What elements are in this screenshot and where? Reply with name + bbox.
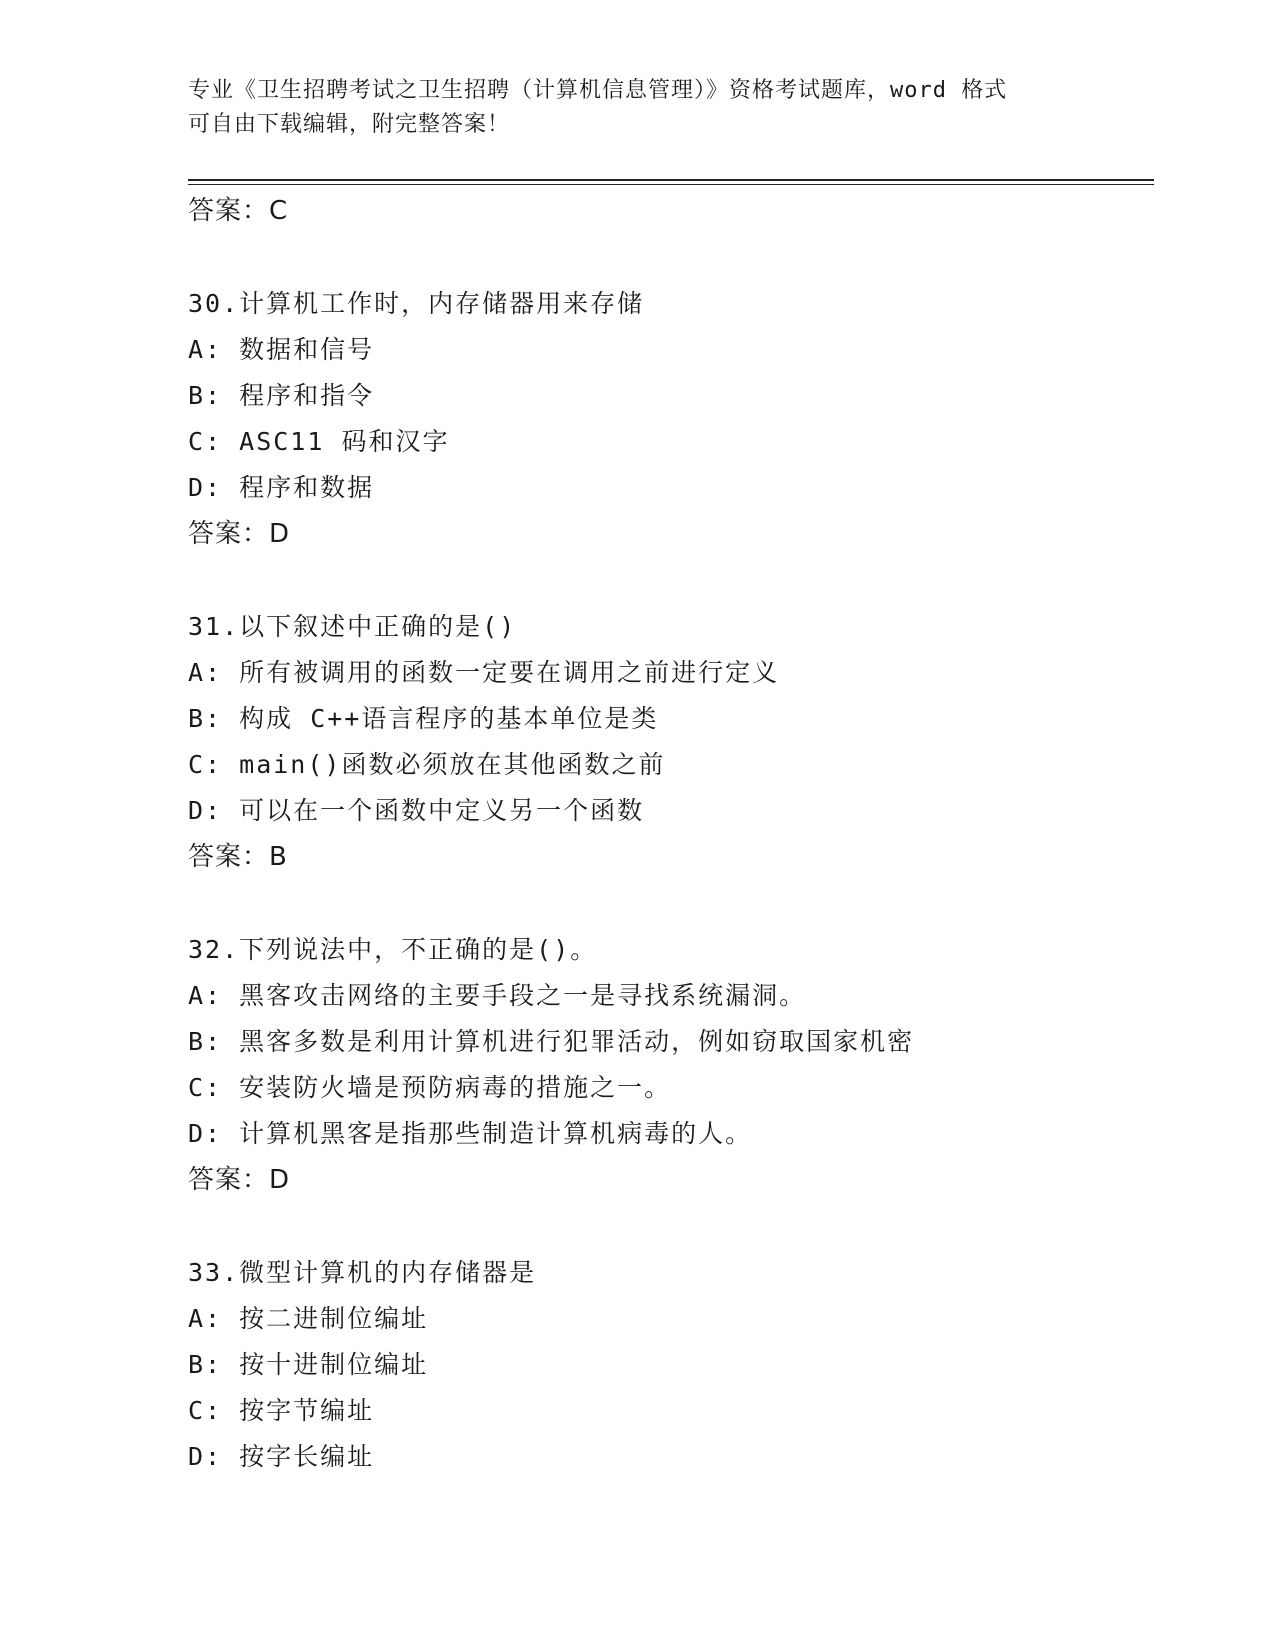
option-c: C: main()函数必须放在其他函数之前 [188,750,666,779]
header-divider-thick [188,179,1154,181]
option-c: C: ASC11 码和汉字 [188,427,450,456]
previous-answer: 答案：C [188,196,289,226]
option-a: A: 黑客攻击网络的主要手段之一是寻找系统漏洞。 [188,981,807,1010]
option-c: C: 安装防火墙是预防病毒的措施之一。 [188,1073,672,1102]
question-32 [188,927,1188,1203]
spacer [188,1203,1188,1250]
answer: 答案：D [188,519,291,549]
document-header [188,74,1088,142]
spacer [188,557,1188,604]
question-list [188,188,1188,1480]
option-d: D: 可以在一个函数中定义另一个函数 [188,796,645,825]
option-b: B: 构成 C++语言程序的基本单位是类 [188,704,659,733]
option-a: A: 所有被调用的函数一定要在调用之前进行定义 [188,658,780,687]
option-b: B: 黑客多数是利用计算机进行犯罪活动，例如窃取国家机密 [188,1027,915,1056]
question-stem: 31.以下叙述中正确的是() [188,612,517,641]
question-33 [188,1250,1188,1480]
answer: 答案：D [188,1165,291,1195]
spacer [188,234,1188,281]
option-b: B: 程序和指令 [188,381,375,410]
answer: 答案：B [188,842,288,872]
question-31 [188,604,1188,880]
option-d: D: 计算机黑客是指那些制造计算机病毒的人。 [188,1119,753,1148]
option-a: A: 按二进制位编址 [188,1304,429,1333]
option-b: B: 按十进制位编址 [188,1350,429,1379]
question-stem: 32.下列说法中，不正确的是()。 [188,935,598,964]
header-divider-thin [188,184,1154,185]
option-d: D: 程序和数据 [188,473,375,502]
header-title-line-2: 可自由下载编辑，附完整答案！ [188,112,511,137]
header-title-line-1: 专业《卫生招聘考试之卫生招聘（计算机信息管理）》资格考试题库，word 格式 [188,78,1008,103]
option-a: A: 数据和信号 [188,335,375,364]
question-stem: 30.计算机工作时，内存储器用来存储 [188,289,645,318]
spacer [188,880,1188,927]
question-stem: 33.微型计算机的内存储器是 [188,1258,537,1287]
option-c: C: 按字节编址 [188,1396,375,1425]
question-30 [188,281,1188,557]
option-d: D: 按字长编址 [188,1442,375,1471]
